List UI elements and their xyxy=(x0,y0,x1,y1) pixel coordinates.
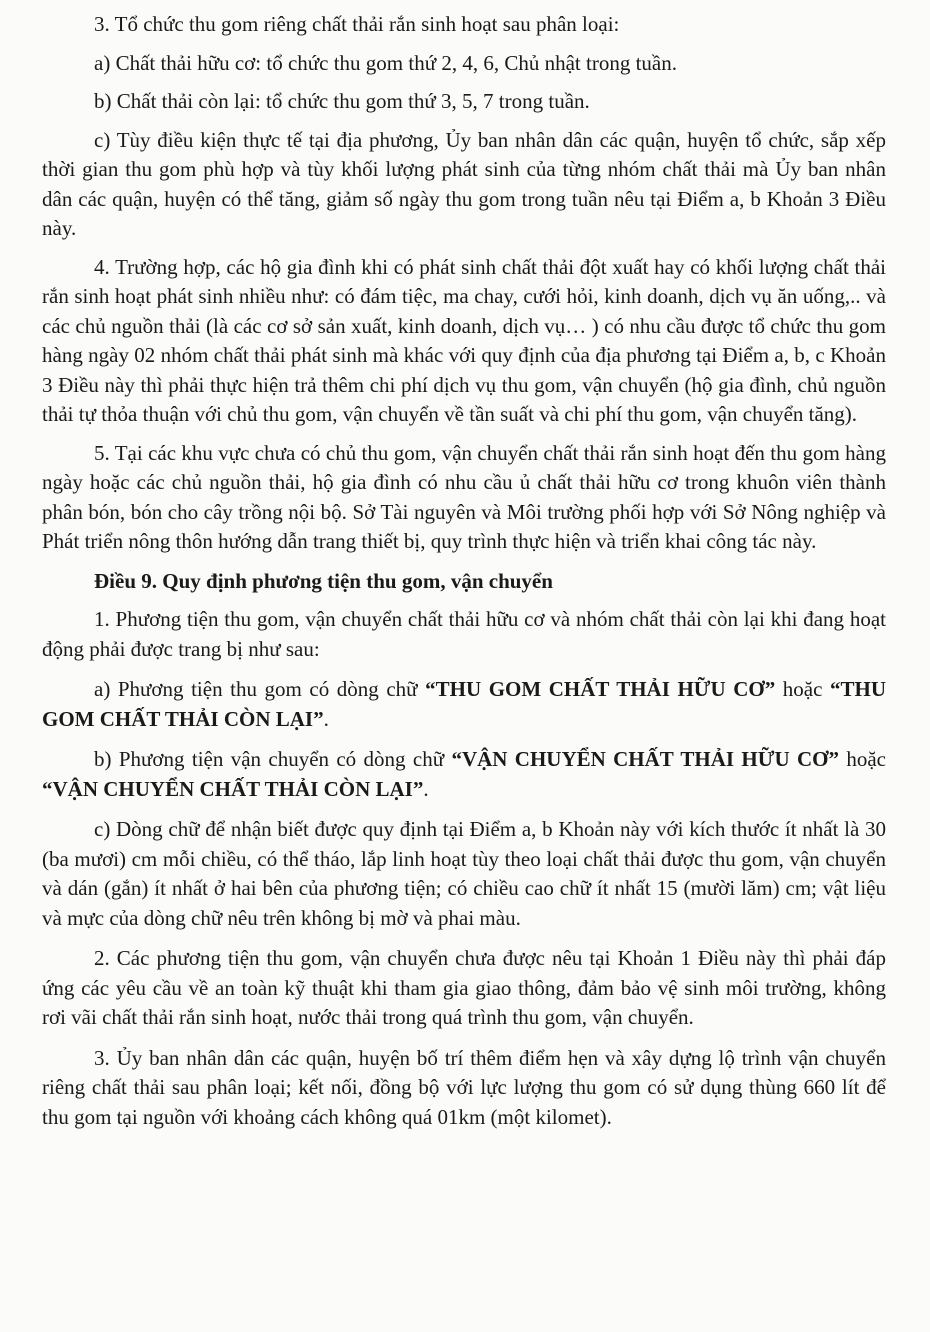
paragraph-art9-point-a xyxy=(42,675,886,734)
paragraph-art9-clause-1: 1. Phương tiện thu gom, vận chuyển chất thải hữu cơ và nhóm chất thải còn lại khi đang hoạt động phải được trang bị như sau: xyxy=(42,607,886,661)
paragraph-art9-clause-2: 2. Các phương tiện thu gom, vận chuyển chưa được nêu tại Khoản 1 Điều này thì phải đáp ứng các yêu cầu về an toàn kỹ thuật khi tham gia giao thông, đảm bảo vệ sinh môi trường, không rơi vãi chất thải rắn sinh hoạt, nước thải trong quá trình thu gom, vận chuyển. xyxy=(42,946,886,1029)
paragraph-art9-clause-3: 3. Ủy ban nhân dân các quận, huyện bố trí thêm điểm hẹn và xây dựng lộ trình vận chuyển riêng chất thải sau phân loại; kết nối, đồng bộ với lực lượng thu gom có sử dụng thùng 660 lít để thu gom tại nguồn với khoảng cách không quá 01km (một kilomet). xyxy=(42,1045,886,1129)
text-run: . xyxy=(323,706,329,731)
paragraph-point-b: b) Chất thải còn lại: tổ chức thu gom thứ 3, 5, 7 trong tuần. xyxy=(94,89,590,113)
text-run: hoặc xyxy=(775,677,830,701)
paragraph-point-c: c) Tùy điều kiện thực tế tại địa phương, Ủy ban nhân dân các quận, huyện tổ chức, sắp xếp thời gian thu gom phù hợp và tùy khối lượng phát sinh của từng nhóm chất thải mà Ủy ban nhân dân các quận, huyện có thể tăng, giảm số ngày thu gom trong tuần nêu tại Điểm a, b Khoản 3 Điều này. xyxy=(42,127,886,240)
text-run: . xyxy=(423,776,429,801)
text-run: a) Phương tiện thu gom có dòng chữ xyxy=(94,677,426,701)
text-run: b) Phương tiện vận chuyển có dòng chữ xyxy=(94,747,452,771)
paragraph-clause-3: 3. Tổ chức thu gom riêng chất thải rắn sinh hoạt sau phân loại: xyxy=(94,12,620,36)
text-run: hoặc xyxy=(839,747,886,771)
paragraph-art9-point-c: c) Dòng chữ để nhận biết được quy định tại Điểm a, b Khoản này với kích thước ít nhất là 30 (ba mươi) cm mỗi chiều, có thể tháo, lắp linh hoạt tùy theo loại chất thải được thu gom, vận chuyển và dán (gắn) ít nhất ở hai bên của phương tiện; có chiều cao chữ ít nhất 15 (mười lăm) cm; vật liệu và mực của dòng chữ nêu trên không bị mờ và phai màu. xyxy=(42,817,886,930)
paragraph-art9-point-b xyxy=(42,745,886,804)
bold-label-remaining-collection: “THU GOM CHẤT THẢI CÒN LẠI” xyxy=(42,677,886,731)
bold-label-organic-transport: “VẬN CHUYỂN CHẤT THẢI HỮU CƠ” xyxy=(451,747,839,771)
article-9-heading: Điều 9. Quy định phương tiện thu gom, vận chuyển xyxy=(94,568,553,593)
paragraph-clause-4: 4. Trường hợp, các hộ gia đình khi có phát sinh chất thải đột xuất hay có khối lượng chất thải rắn sinh hoạt phát sinh nhiều như: có đám tiệc, ma chay, cưới hỏi, kinh doanh, dịch vụ ăn uống,.. và các chủ nguồn thải (là các cơ sở sản xuất, kinh doanh, dịch vụ… ) có nhu cầu được tổ chức thu gom hàng ngày 02 nhóm chất thải phát sinh mà khác với quy định của địa phương tại Điểm a, b, c Khoản 3 Điều này thì phải thực hiện trả thêm chi phí dịch vụ thu gom, vận chuyển (hộ gia đình, chủ nguồn thải tự thỏa thuận với chủ thu gom, vận chuyển về tần suất và chi phí thu gom, vận chuyển tăng). xyxy=(42,254,886,426)
bold-label-remaining-transport: “VẬN CHUYỂN CHẤT THẢI CÒN LẠI” xyxy=(42,776,424,801)
paragraph-point-a: a) Chất thải hữu cơ: tổ chức thu gom thứ 2, 4, 6, Chủ nhật trong tuần. xyxy=(94,50,677,75)
bold-label-organic-collection: “THU GOM CHẤT THẢI HỮU CƠ” xyxy=(425,677,776,701)
paragraph-clause-5: 5. Tại các khu vực chưa có chủ thu gom, vận chuyển chất thải rắn sinh hoạt đến thu gom hàng ngày hoặc các chủ nguồn thải, hộ gia đình có nhu cầu ủ chất thải hữu cơ trong khuôn viên thành phân bón, bón cho cây trồng nội bộ. Sở Tài nguyên và Môi trường phối hợp với Sở Nông nghiệp và Phát triển nông thôn hướng dẫn trang thiết bị, quy trình thực hiện và triển khai công tác này. xyxy=(42,440,886,553)
